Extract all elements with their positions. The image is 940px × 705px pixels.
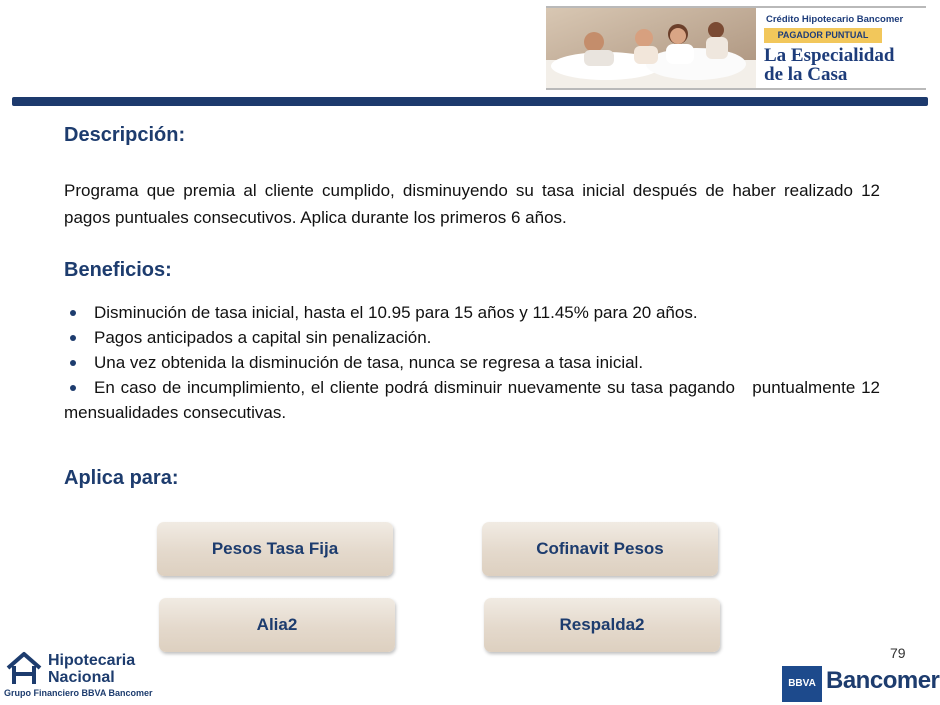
bullet-icon bbox=[70, 360, 76, 366]
family-photo-illustration bbox=[546, 8, 756, 88]
banner-title-line2: de la Casa bbox=[764, 64, 848, 85]
benefits-heading: Beneficios: bbox=[64, 259, 172, 281]
product-button-pesos-tasa-fija[interactable]: Pesos Tasa Fija bbox=[157, 522, 393, 576]
bbva-bancomer-logo bbox=[782, 665, 938, 703]
family-photo bbox=[546, 8, 756, 88]
benefit-text: En caso de incumplimiento, el cliente podrá disminuir nuevamente su tasa pagando puntualmente 12 mensualidades consecutivas. bbox=[64, 378, 885, 422]
bancomer-wordmark: Bancomer bbox=[826, 667, 940, 694]
list-item bbox=[64, 350, 880, 375]
list-item bbox=[64, 375, 885, 425]
banner-program-label: PAGADOR PUNTUAL bbox=[764, 28, 882, 43]
bbva-mark: BBVA bbox=[782, 666, 822, 702]
header-divider bbox=[12, 97, 928, 106]
banner-credit-label: Crédito Hipotecario Bancomer bbox=[766, 14, 904, 25]
benefit-text: Pagos anticipados a capital sin penalización. bbox=[94, 328, 432, 347]
house-icon bbox=[4, 650, 44, 688]
banner-text bbox=[760, 8, 926, 88]
product-button-alia2[interactable]: Alia2 bbox=[159, 598, 395, 652]
header-banner bbox=[546, 6, 926, 90]
hn-line2: Nacional bbox=[48, 669, 115, 686]
list-item bbox=[64, 300, 880, 325]
bullet-icon bbox=[70, 385, 76, 391]
benefit-text: Disminución de tasa inicial, hasta el 10.95 para 15 años y 11.45% para 20 años. bbox=[94, 303, 698, 322]
description-heading: Descripción: bbox=[64, 124, 186, 146]
benefits-list bbox=[64, 300, 885, 425]
product-button-cofinavit-pesos[interactable]: Cofinavit Pesos bbox=[482, 522, 718, 576]
hn-name bbox=[48, 652, 135, 686]
bullet-icon bbox=[70, 335, 76, 341]
applies-heading: Aplica para: bbox=[64, 467, 179, 489]
banner-title bbox=[764, 46, 894, 84]
hipotecaria-nacional-logo bbox=[4, 650, 154, 704]
hn-group-label: Grupo Financiero BBVA Bancomer bbox=[4, 688, 153, 698]
product-button-respalda2[interactable]: Respalda2 bbox=[484, 598, 720, 652]
page-number: 79 bbox=[890, 645, 906, 661]
bullet-icon bbox=[70, 310, 76, 316]
list-item bbox=[64, 325, 880, 350]
benefit-text: Una vez obtenida la disminución de tasa, nunca se regresa a tasa inicial. bbox=[94, 353, 644, 372]
hn-line1: Hipotecaria bbox=[48, 652, 136, 669]
banner-title-line1: La Especialidad bbox=[764, 45, 895, 66]
description-text: Programa que premia al cliente cumplido, disminuyendo su tasa inicial después de haber realizado 12 pagos puntuales consecutivos. Aplica durante los primeros 6 años. bbox=[64, 181, 880, 227]
